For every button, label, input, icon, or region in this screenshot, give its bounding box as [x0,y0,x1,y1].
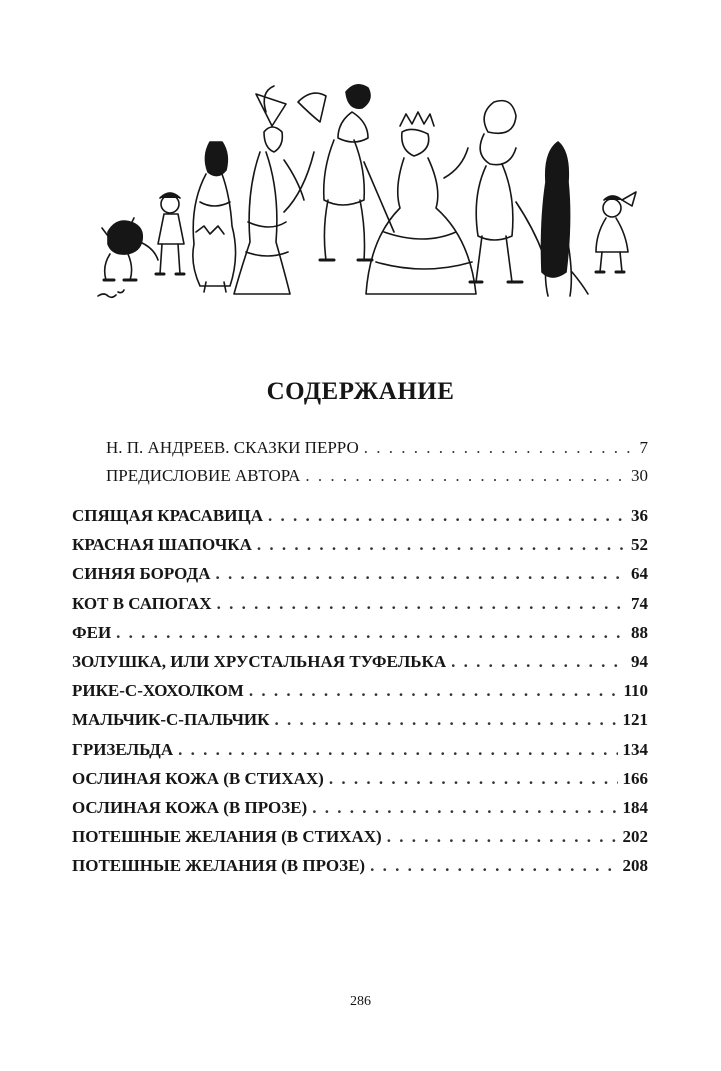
dot-leader [257,534,626,556]
dot-leader [370,855,617,877]
toc-entry-page: 88 [631,622,648,642]
toc-entry-title: ПОТЕШНЫЕ ЖЕЛАНИЯ (В ПРОЗЕ) [72,856,366,876]
dot-leader [451,651,626,673]
toc-entry[interactable] [72,739,648,761]
toc-entry-page: 166 [622,768,648,788]
toc-entry-page: 94 [631,652,648,671]
fairy-tale-characters-illustration [88,82,648,307]
toc-entry-title: КРАСНАЯ ШАПОЧКА [72,535,252,555]
toc-entry[interactable] [72,505,648,527]
toc-entry-page: 52 [631,535,648,555]
dot-leader [249,680,619,702]
toc-entry[interactable] [72,855,648,877]
toc-entry-title: СПЯЩАЯ КРАСАВИЦА [72,506,263,525]
dot-leader [217,593,626,615]
toc-entry-title: ЗОЛУШКА, ИЛИ ХРУСТАЛЬНАЯ ТУФЕЛЬКА [72,652,447,671]
toc-entry-title: ГРИЗЕЛЬДА [72,739,174,759]
toc-entry-page: 208 [622,856,648,876]
toc-entry-title: МАЛЬЧИК-С-ПАЛЬЧИК [72,710,270,730]
dot-leader [116,622,626,644]
toc-entry[interactable] [72,563,648,585]
toc-entry-page: 30 [631,466,648,485]
dot-leader [312,797,617,819]
toc-entry-page: 64 [631,564,648,584]
toc-entry[interactable] [72,534,648,556]
toc-entry[interactable] [106,437,648,459]
toc-entry-page: 36 [631,506,648,525]
dot-leader [216,563,626,585]
dot-leader [387,826,618,848]
toc-entry[interactable] [72,768,648,790]
tom-thumb-figure [156,193,184,274]
cavalier-figure [284,85,394,260]
toc-entry-page: 134 [622,739,648,759]
toc-entry-page: 202 [622,827,648,847]
toc-entry[interactable] [72,797,648,819]
toc-entry-page: 7 [639,438,648,457]
toc-entry-title: СИНЯЯ БОРОДА [72,564,211,584]
toc-entry-title: КОТ В САПОГАХ [72,593,212,613]
toc-entry-page: 74 [631,593,648,613]
long-haired-woman-figure [542,142,589,296]
king-figure [470,101,546,282]
queen-figure [366,112,476,294]
lady-with-fan-figure [234,86,304,294]
dot-leader [274,709,617,731]
toc-entry[interactable] [72,709,648,731]
toc-entry-title: ОСЛИНАЯ КОЖА (В СТИХАХ) [72,768,324,788]
dot-leader [178,739,617,761]
toc-entry-page: 121 [622,710,648,730]
toc-entry[interactable] [72,593,648,615]
toc-entry[interactable] [72,680,648,702]
toc-entry-title: РИКЕ-С-ХОХОЛКОМ [72,681,244,701]
toc-entry-page: 110 [623,681,648,701]
toc-entry[interactable] [72,622,648,644]
toc-entry[interactable] [106,465,648,487]
dot-leader [305,465,626,487]
toc-entry-title: ОСЛИНАЯ КОЖА (В ПРОЗЕ) [72,798,308,817]
characters-procession-drawing [88,82,648,307]
toc-entry-title: ПРЕДИСЛОВИЕ АВТОРА [106,466,301,485]
toc-entry-title: ПОТЕШНЫЕ ЖЕЛАНИЯ (В СТИХАХ) [72,827,382,847]
toc-entry[interactable] [72,651,648,673]
toc-entry-page: 184 [622,798,648,817]
cinderella-figure [193,142,236,292]
toc-entry-title: ФЕИ [72,622,112,642]
dot-leader [329,768,618,790]
puss-in-boots-figure [102,218,158,280]
contents-title: СОДЕРЖАНИЕ [266,378,455,405]
little-fairy-girl-figure [596,192,636,272]
toc-entry[interactable] [72,826,648,848]
page-number: 286 [350,994,371,1009]
dot-leader [268,505,626,527]
toc-entry-title: Н. П. АНДРЕЕВ. СКАЗКИ ПЕРРО [106,438,359,457]
dot-leader [364,437,635,459]
